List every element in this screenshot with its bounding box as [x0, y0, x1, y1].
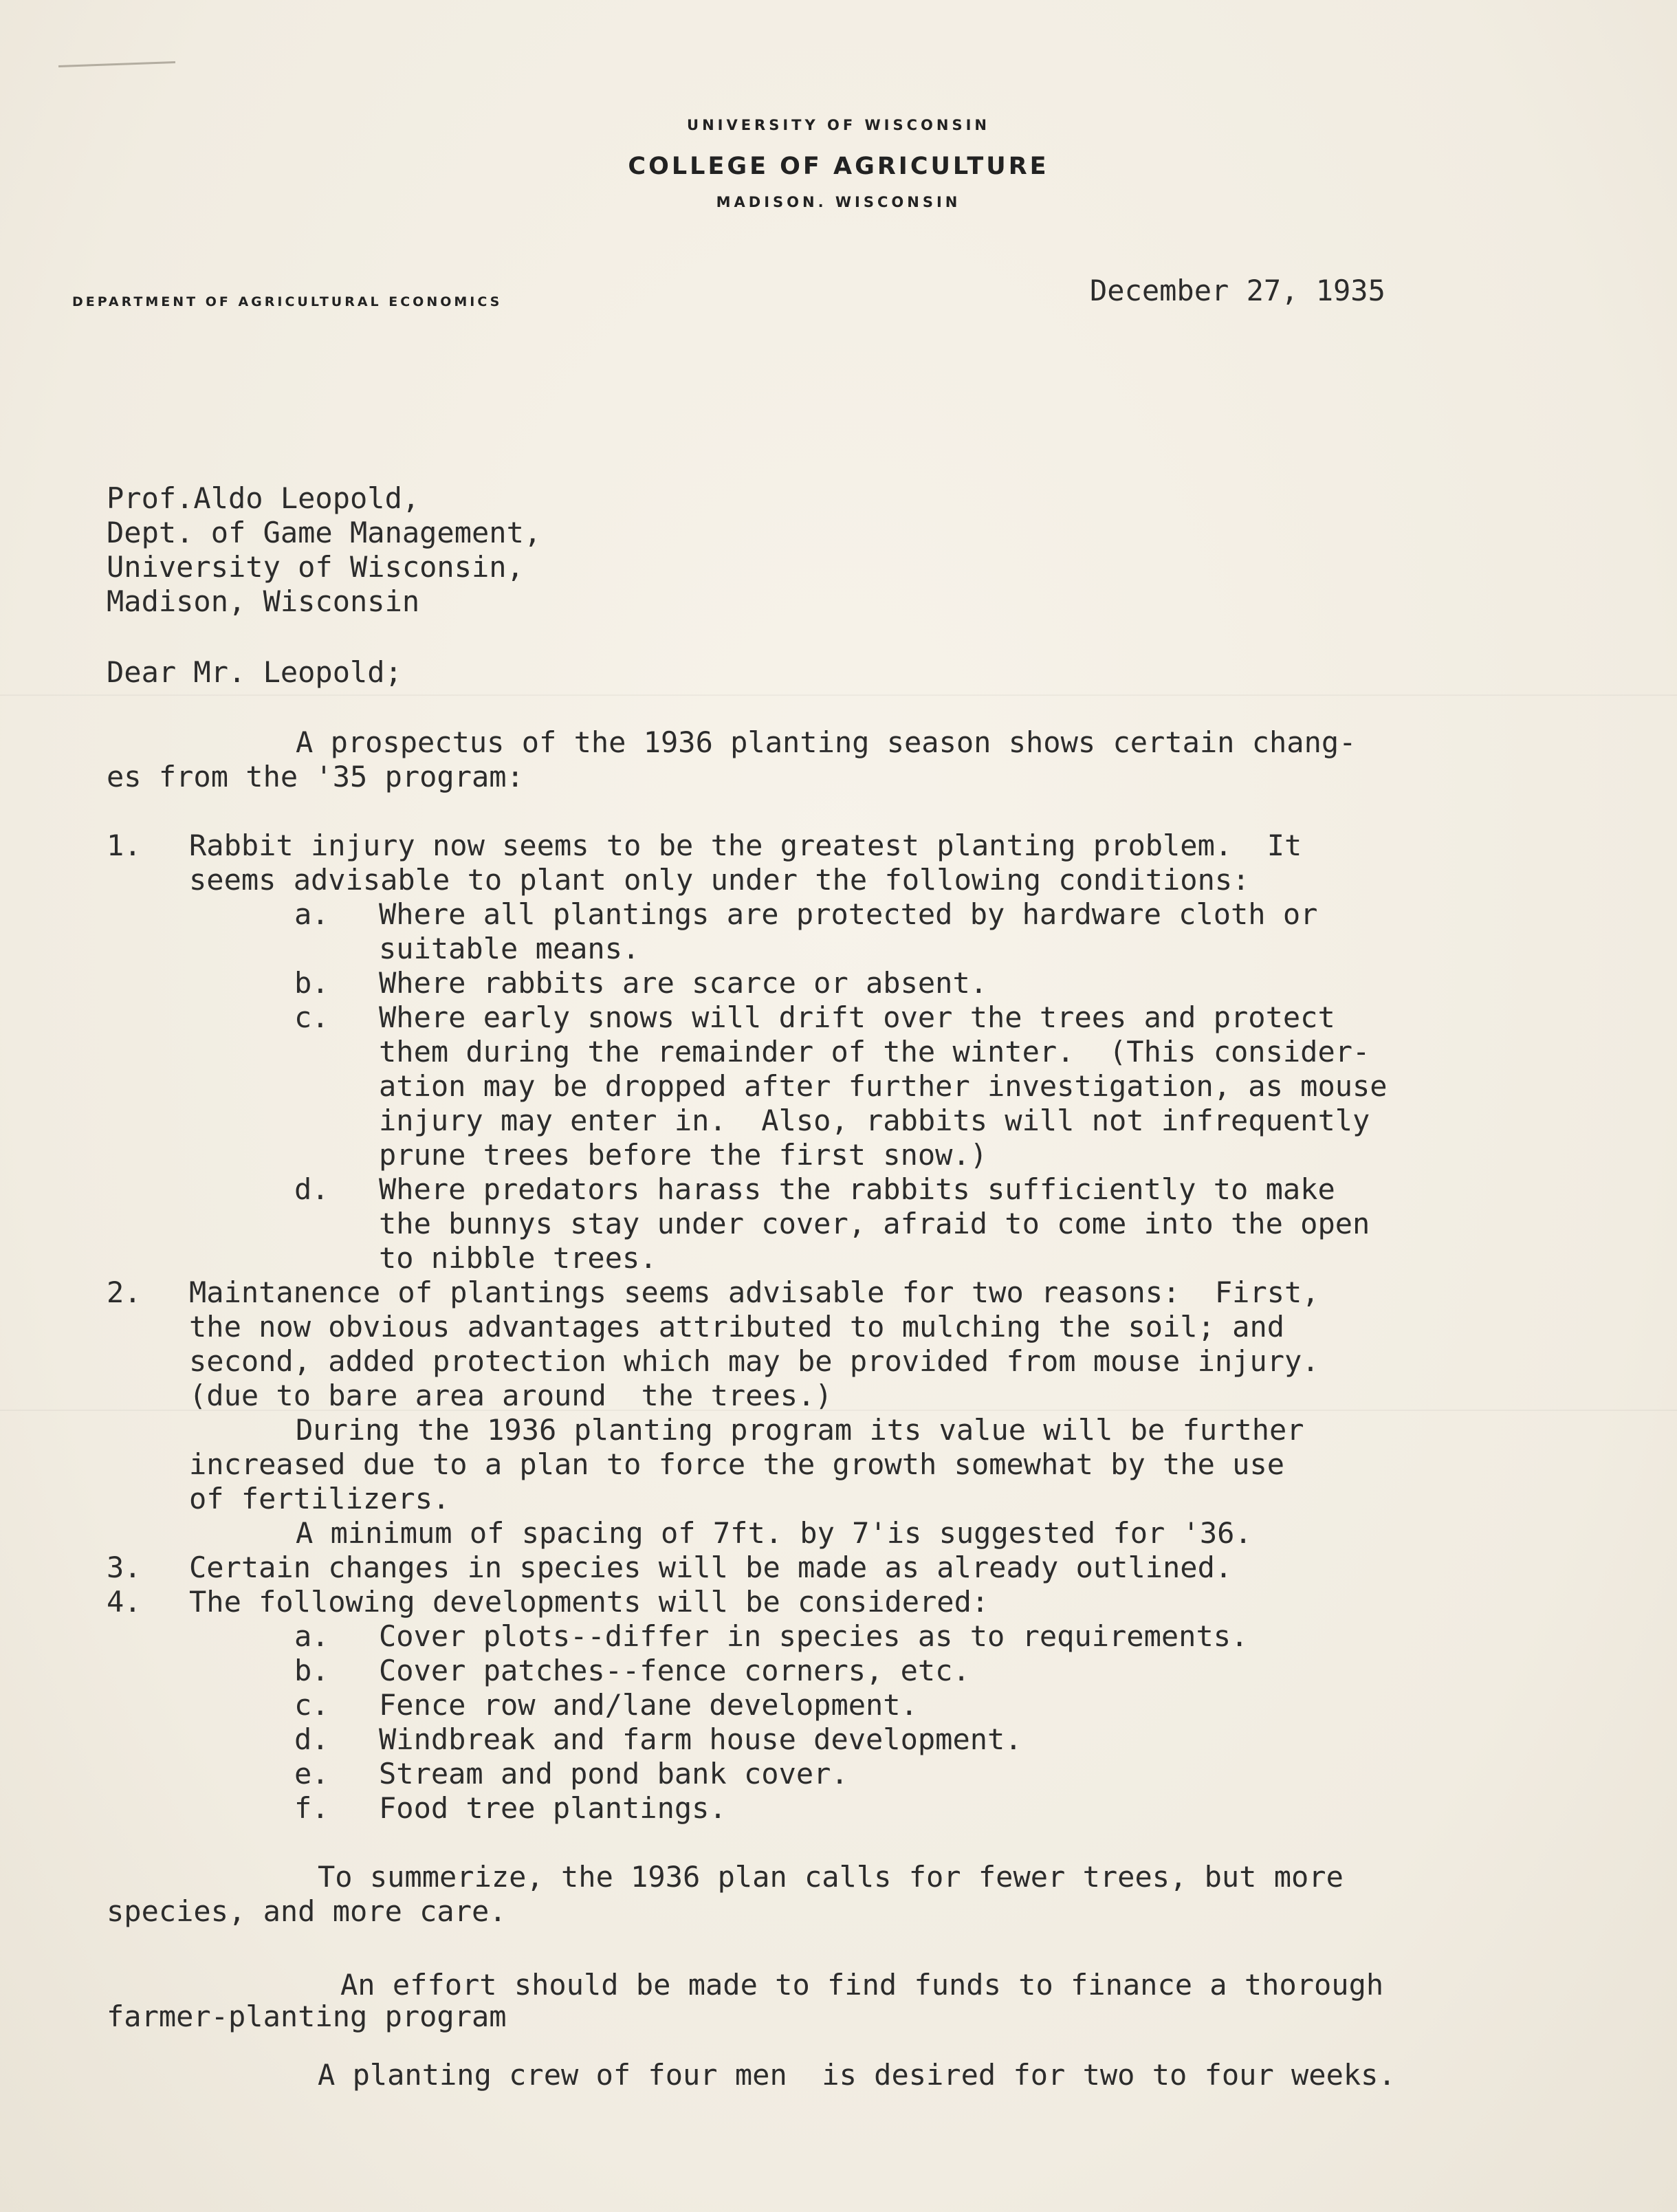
item-text: increased due to a plan to force the growth somewhat by the use [189, 1447, 1285, 1481]
letterhead-university: UNIVERSITY OF WISCONSIN [687, 117, 990, 133]
subitem-label: c. [294, 1000, 329, 1034]
recipient-line: Madison, Wisconsin [107, 584, 420, 618]
subitem-label: a. [294, 1619, 329, 1653]
subitem-text: Windbreak and farm house development. [379, 1722, 1022, 1756]
intro-line: es from the '35 program: [107, 760, 524, 793]
subitem-text: to nibble trees. [379, 1241, 657, 1275]
subitem-text: them during the remainder of the winter. (This consider- [379, 1035, 1370, 1069]
subitem-text: Where all plantings are protected by hardware cloth or [379, 897, 1318, 931]
letterhead-college: COLLEGE OF AGRICULTURE [628, 153, 1049, 180]
subitem-label: b. [294, 1654, 329, 1687]
item-number: 4. [107, 1585, 142, 1619]
intro-line: A prospectus of the 1936 planting season shows certain chang- [296, 725, 1357, 759]
item-number: 2. [107, 1275, 142, 1309]
subitem-text: Cover plots--differ in species as to requirements. [379, 1619, 1249, 1653]
letterhead-city: MADISON. WISCONSIN [716, 194, 961, 210]
subitem-text: Cover patches--fence corners, etc. [379, 1654, 970, 1687]
item-text: Rabbit injury now seems to be the greatest planting problem. It [189, 829, 1302, 862]
subitem-text: ation may be dropped after further investigation, as mouse [379, 1069, 1388, 1103]
item-text: A minimum of spacing of 7ft. by 7'is suggested for '36. [296, 1516, 1252, 1550]
subitem-text: prune trees before the first snow.) [379, 1138, 988, 1172]
item-text: The following developments will be considered: [189, 1585, 989, 1619]
item-text: of fertilizers. [189, 1482, 450, 1515]
crew-line: A planting crew of four men is desired for two to four weeks. [318, 2058, 1396, 2092]
subitem-text: suitable means. [379, 932, 640, 965]
effort-line: An effort should be made to find funds to finance a thorough [340, 1968, 1384, 2002]
item-number: 1. [107, 829, 142, 862]
item-text: Certain changes in species will be made as already outlined. [189, 1551, 1233, 1584]
subitem-label: c. [294, 1688, 329, 1722]
subitem-text: Where rabbits are scarce or absent. [379, 966, 988, 1000]
paper-scuff-mark [58, 61, 175, 67]
subitem-text: Where predators harass the rabbits sufficiently to make [379, 1172, 1335, 1206]
subitem-label: a. [294, 897, 329, 931]
subitem-text: Stream and pond bank cover. [379, 1757, 848, 1791]
subitem-label: d. [294, 1172, 329, 1206]
summary-line: To summerize, the 1936 plan calls for fewer trees, but more [318, 1860, 1344, 1894]
item-number: 3. [107, 1551, 142, 1584]
salutation: Dear Mr. Leopold; [107, 655, 402, 689]
subitem-text: Fence row and/lane development. [379, 1688, 918, 1722]
subitem-label: d. [294, 1722, 329, 1756]
item-text: During the 1936 planting program its value will be further [296, 1413, 1304, 1447]
subitem-text: injury may enter in. Also, rabbits will not infrequently [379, 1104, 1370, 1137]
item-text: (due to bare area around the trees.) [189, 1379, 833, 1412]
subitem-text: Food tree plantings. [379, 1791, 727, 1825]
recipient-line: University of Wisconsin, [107, 550, 524, 584]
recipient-line: Dept. of Game Management, [107, 516, 542, 549]
letterhead-department: DEPARTMENT OF AGRICULTURAL ECONOMICS [72, 294, 503, 309]
paper-fold-line [0, 694, 1677, 696]
item-text: Maintanence of plantings seems advisable for two reasons: First, [189, 1275, 1319, 1309]
item-text: second, added protection which may be provided from mouse injury. [189, 1344, 1319, 1378]
recipient-line: Prof.Aldo Leopold, [107, 481, 420, 515]
subitem-label: b. [294, 966, 329, 1000]
subitem-text: the bunnys stay under cover, afraid to come into the open [379, 1207, 1370, 1240]
subitem-text: Where early snows will drift over the trees and protect [379, 1000, 1335, 1034]
subitem-label: e. [294, 1757, 329, 1791]
letter-date: December 27, 1935 [1090, 274, 1385, 307]
subitem-label: f. [294, 1791, 329, 1825]
effort-line: farmer-planting program [107, 2000, 507, 2033]
item-text: the now obvious advantages attributed to mulching the soil; and [189, 1310, 1285, 1344]
item-text: seems advisable to plant only under the following conditions: [189, 863, 1250, 897]
summary-line: species, and more care. [107, 1894, 507, 1928]
